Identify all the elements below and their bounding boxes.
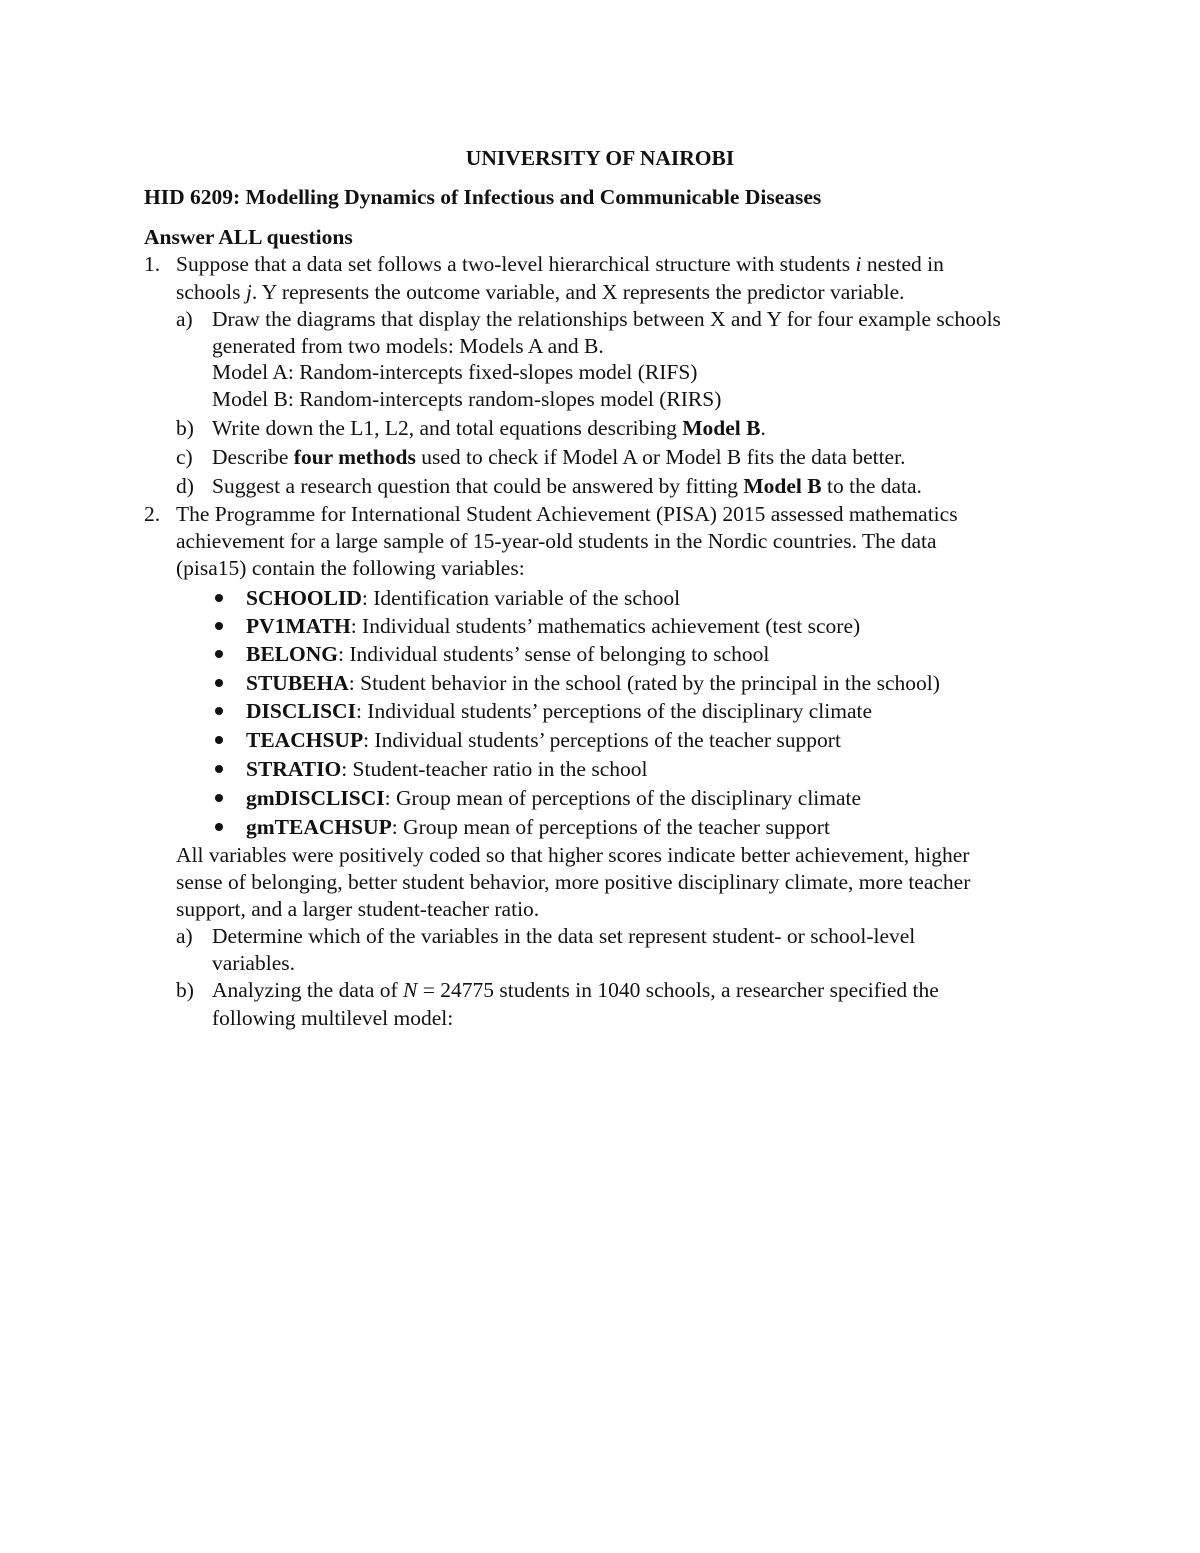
bullet-icon — [215, 707, 223, 715]
q1a-label: a) — [176, 307, 193, 331]
var-disclisci: DISCLISCI: Individual students’ perceptions of the disciplinary climate — [246, 699, 873, 723]
q2-line-3: (pisa15) contain the following variables: — [176, 556, 525, 580]
var-schoolid: SCHOOLID: Identification variable of the school — [246, 586, 681, 610]
bullet-icon — [215, 679, 223, 687]
q2-line-1: The Programme for International Student Achievement (PISA) 2015 assessed mathematics — [176, 502, 958, 526]
bullet-icon — [215, 823, 223, 831]
q1-line-2: schools j. Y represents the outcome variable, and X represents the predictor variable. — [176, 280, 905, 304]
course-title: HID 6209: Modelling Dynamics of Infectious and Communicable Diseases — [144, 185, 822, 209]
q1-line-1: Suppose that a data set follows a two-level hierarchical structure with students i nested in — [176, 252, 944, 276]
instructions: Answer ALL questions — [144, 225, 353, 249]
q2-paragraph-line-2: sense of belonging, better student behavior, more positive disciplinary climate, more teacher — [176, 870, 971, 894]
q2-paragraph-line-3: support, and a larger student-teacher ratio. — [176, 897, 540, 921]
var-pv1math: PV1MATH: Individual students’ mathematics achievement (test score) — [246, 614, 861, 638]
q1b-label: b) — [176, 416, 194, 440]
q2-paragraph-line-1: All variables were positively coded so that higher scores indicate better achievement, higher — [176, 843, 970, 867]
q2b-line-2: following multilevel model: — [212, 1006, 454, 1030]
university-title: UNIVERSITY OF NAIROBI — [465, 146, 735, 170]
q2a-label: a) — [176, 924, 193, 948]
q1a-model-b: Model B: Random-intercepts random-slopes model (RIRS) — [212, 387, 722, 411]
q1b-text: Write down the L1, L2, and total equations describing Model B. — [212, 416, 766, 440]
var-teachsup: TEACHSUP: Individual students’ perceptions of the teacher support — [246, 728, 841, 752]
q1a-model-a: Model A: Random-intercepts fixed-slopes model (RIFS) — [212, 360, 698, 384]
q1d-label: d) — [176, 474, 194, 498]
bullet-icon — [215, 622, 223, 630]
var-gmdisclisci: gmDISCLISCI: Group mean of perceptions of the disciplinary climate — [246, 786, 862, 810]
q1a-line-1: Draw the diagrams that display the relationships between X and Y for four example schools — [212, 307, 1001, 331]
q1c-label: c) — [176, 445, 193, 469]
q2-number: 2. — [144, 502, 161, 526]
var-belong: BELONG: Individual students’ sense of belonging to school — [246, 642, 770, 666]
q1d-text: Suggest a research question that could be answered by fitting Model B to the data. — [212, 474, 922, 498]
var-stubeha: STUBEHA: Student behavior in the school (rated by the principal in the school) — [246, 671, 940, 695]
q2a-line-1: Determine which of the variables in the data set represent student- or school-level — [212, 924, 916, 948]
bullet-icon — [215, 765, 223, 773]
q2b-label: b) — [176, 978, 194, 1002]
var-stratio: STRATIO: Student-teacher ratio in the school — [246, 757, 648, 781]
bullet-icon — [215, 794, 223, 802]
q2a-line-2: variables. — [212, 951, 295, 975]
bullet-icon — [215, 594, 223, 602]
q2b-line-1: Analyzing the data of N = 24775 students in 1040 schools, a researcher specified the — [212, 978, 939, 1002]
q2-line-2: achievement for a large sample of 15-year-old students in the Nordic countries. The data — [176, 529, 937, 553]
q1c-text: Describe four methods used to check if Model A or Model B fits the data better. — [212, 445, 906, 469]
q1-number: 1. — [144, 252, 161, 276]
q1a-line-2: generated from two models: Models A and B. — [212, 334, 604, 358]
var-gmteachsup: gmTEACHSUP: Group mean of perceptions of the teacher support — [246, 815, 830, 839]
bullet-icon — [215, 736, 223, 744]
bullet-icon — [215, 650, 223, 658]
